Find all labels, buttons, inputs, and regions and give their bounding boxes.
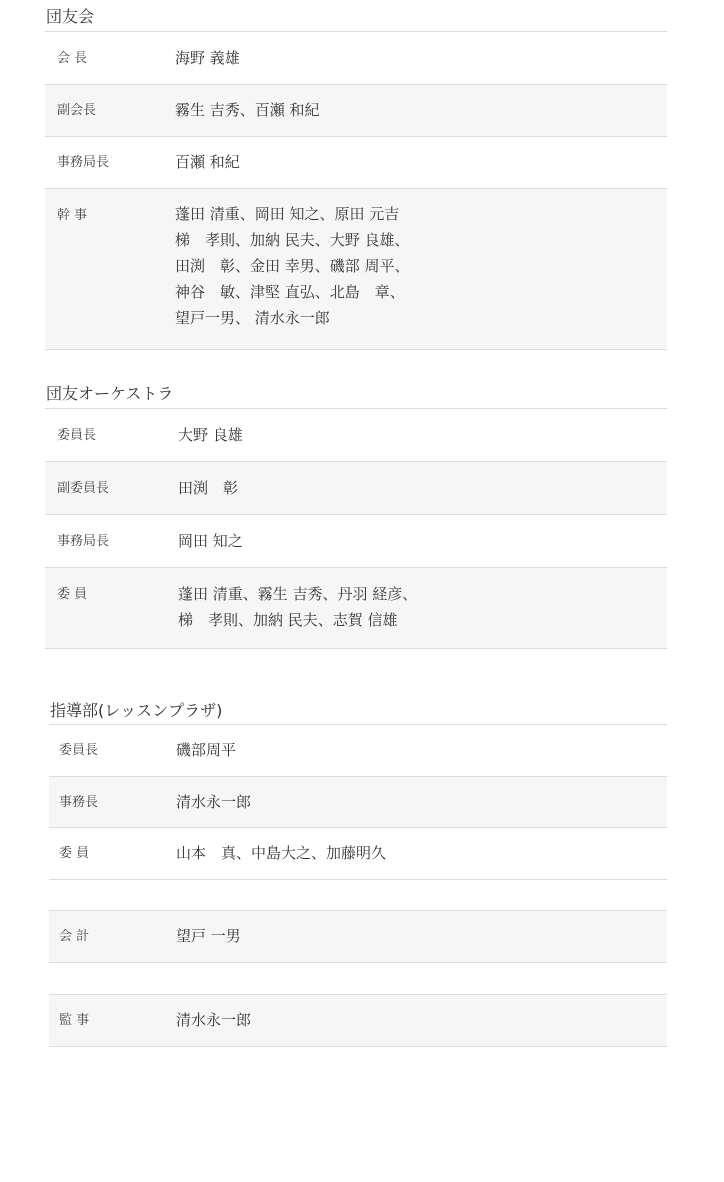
row-value [175, 97, 320, 123]
name-line: 梯 孝則、加納 民夫、志賀 信雄 [178, 611, 398, 629]
row-value [176, 1007, 251, 1033]
table-row [49, 777, 667, 828]
officers-table-treasurer [49, 910, 667, 963]
row-label: 会 計 [59, 929, 90, 944]
name-line: 山本 真、中島大之、加藤明久 [176, 844, 387, 862]
name-line: 蓬田 清重、霧生 吉秀、丹羽 経彦、 [178, 585, 418, 603]
table-row [45, 409, 667, 462]
row-label: 副会長 [57, 103, 97, 118]
row-value [178, 422, 243, 448]
name-line: 百瀬 和紀 [175, 153, 240, 171]
name-line: 海野 義雄 [175, 49, 240, 67]
row-label: 事務長 [59, 795, 99, 810]
row-value [176, 840, 386, 866]
row-label: 会 長 [57, 51, 88, 66]
row-label: 委 員 [59, 846, 90, 861]
row-value [176, 789, 251, 815]
table-row [45, 137, 667, 189]
row-value [176, 737, 236, 763]
section-title-danyukai: 団友会 [46, 7, 95, 26]
name-line: 清水永一郎 [176, 1011, 252, 1029]
row-value [175, 45, 240, 71]
officers-table-orchestra [45, 408, 667, 649]
officers-table-auditor [49, 994, 667, 1047]
officers-table-danyukai [45, 31, 667, 350]
section-title-lesson-plaza: 指導部(レッスンプラザ) [50, 701, 223, 720]
row-value [175, 149, 240, 175]
name-line: 田渕 彰 [178, 479, 239, 497]
name-line: 望戸一男、 清水永一郎 [175, 309, 330, 327]
row-value [178, 528, 243, 554]
row-label: 監 事 [59, 1013, 90, 1028]
table-row [45, 32, 667, 85]
row-value [178, 475, 238, 501]
name-line: 磯部周平 [176, 741, 237, 759]
table-row [49, 725, 667, 777]
row-value [178, 581, 417, 633]
name-line: 神谷 敏、津堅 直弘、北島 章、 [175, 283, 405, 301]
name-line: 望戸 一男 [176, 927, 241, 945]
officers-table-lesson-plaza [49, 724, 667, 880]
row-label: 委 員 [57, 587, 88, 602]
name-line: 岡田 知之 [178, 532, 243, 550]
name-line: 田渕 彰、金田 幸男、磯部 周平、 [175, 257, 410, 275]
table-row [45, 189, 667, 350]
table-row [49, 828, 667, 880]
section-title-orchestra: 団友オーケストラ [46, 384, 174, 403]
row-value [175, 201, 410, 331]
row-value [176, 923, 241, 949]
table-row [45, 515, 667, 568]
table-row [45, 568, 667, 649]
table-row [49, 911, 667, 963]
row-label: 事務局長 [57, 534, 110, 549]
row-label: 副委員長 [57, 481, 110, 496]
row-label: 幹 事 [57, 208, 88, 223]
row-label: 委員長 [57, 428, 97, 443]
table-row [45, 462, 667, 515]
name-line: 清水永一郎 [176, 793, 252, 811]
row-label: 委員長 [59, 743, 99, 758]
name-line: 霧生 吉秀、百瀬 和紀 [175, 101, 320, 119]
row-label: 事務局長 [57, 155, 110, 170]
name-line: 大野 良雄 [178, 426, 243, 444]
name-line: 梯 孝則、加納 民夫、大野 良雄、 [175, 231, 410, 249]
table-row [49, 995, 667, 1047]
name-line: 蓬田 清重、岡田 知之、原田 元吉 [175, 205, 400, 223]
table-row [45, 85, 667, 137]
